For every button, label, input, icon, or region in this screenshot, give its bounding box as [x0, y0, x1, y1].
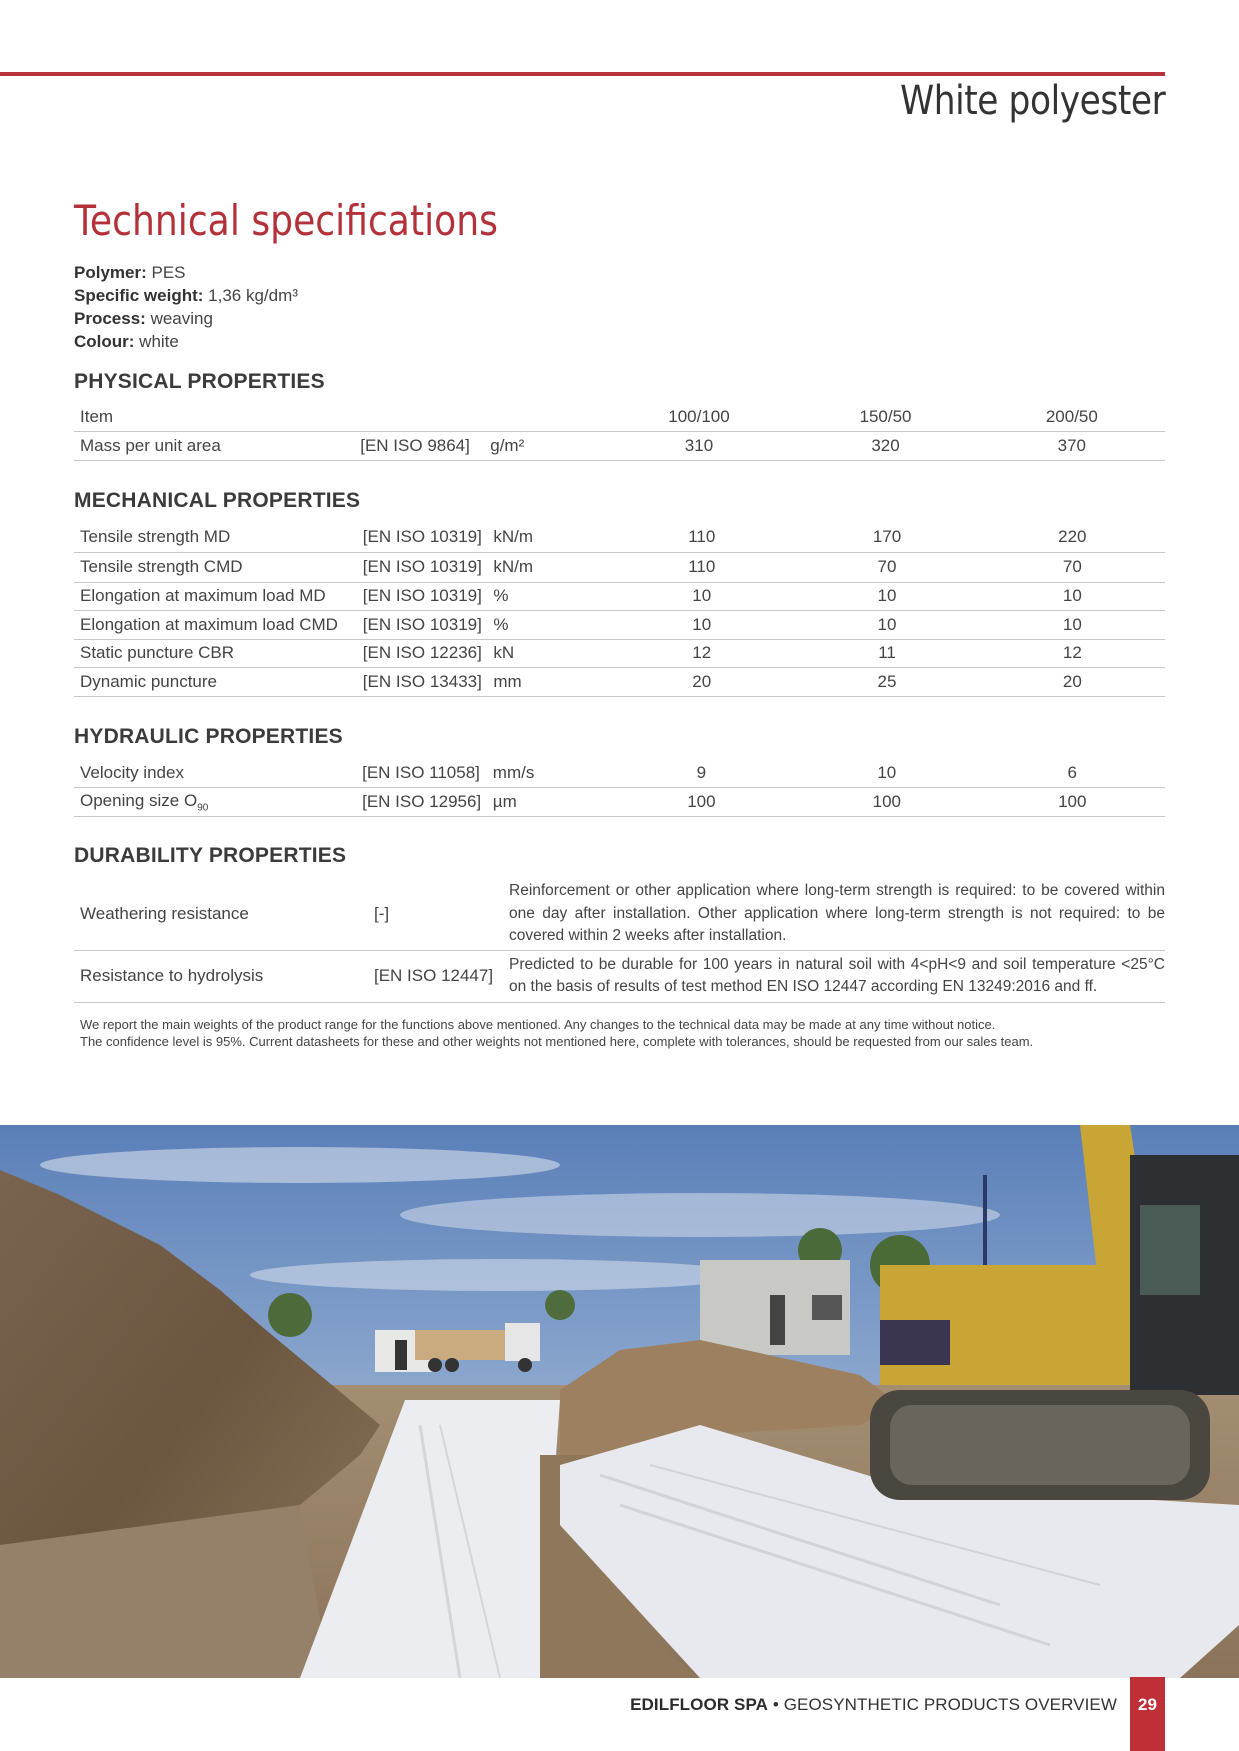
page-number: 29	[1130, 1677, 1165, 1751]
hydraulic-properties-heading: HYDRAULIC PROPERTIES	[74, 725, 343, 748]
hydraulic-properties-table	[74, 759, 1165, 817]
material-properties	[74, 261, 298, 353]
table-row: Weathering resistance [-] Reinforcement or other application where long-term strength is required: to be covered within one day after installation. Other application where long-term strength is not required: to be covered within 2 weeks after installation.	[74, 878, 1165, 950]
table-row: Resistance to hydrolysis [EN ISO 12447] Predicted to be durable for 100 years in natural soil with 4<pH<9 and soil temperature <25°C on the basis of results of test method EN ISO 12447 according EN 13249:2016 and ff.	[74, 950, 1165, 1002]
column-header-100-100: 100/100	[606, 403, 793, 432]
table-row: Elongation at maximum load CMD [EN ISO 10319] % 10 10 10	[74, 611, 1165, 640]
table-row: Velocity index [EN ISO 11058] mm/s 9 10 6	[74, 759, 1165, 788]
physical-properties-table	[74, 403, 1165, 461]
table-row: Tensile strength CMD [EN ISO 10319] kN/m 110 70 70	[74, 552, 1165, 582]
property-specific-weight: Specific weight: 1,36 kg/dm³	[74, 286, 298, 305]
physical-properties-heading: PHYSICAL PROPERTIES	[74, 370, 325, 393]
column-header-200-50: 200/50	[979, 403, 1165, 432]
table-row: Elongation at maximum load MD [EN ISO 10319] % 10 10 10	[74, 582, 1165, 611]
mechanical-properties-heading: MECHANICAL PROPERTIES	[74, 489, 361, 512]
company-name: EDILFLOOR SPA	[630, 1695, 769, 1714]
property-polymer: Polymer: PES	[74, 263, 186, 282]
product-title: White polyester	[899, 78, 1165, 124]
footer-text: EDILFLOOR SPA • GEOSYNTHETIC PRODUCTS OVERVIEW	[630, 1695, 1117, 1714]
durability-properties-heading: DURABILITY PROPERTIES	[74, 844, 347, 867]
section-title: Technical specifications	[74, 196, 498, 245]
table-row: Static puncture CBR [EN ISO 12236] kN 12 11 12	[74, 639, 1165, 668]
table-row: Mass per unit area [EN ISO 9864] g/m² 310 320 370	[74, 432, 1165, 461]
mechanical-properties-table	[74, 522, 1165, 697]
table-row: Opening size $O_{90}$ [EN ISO 12956] µm 100 100 100	[74, 788, 1165, 817]
table-row: Dynamic puncture [EN ISO 13433] mm 20 25 20	[74, 668, 1165, 697]
property-process: Process: weaving	[74, 309, 213, 328]
property-colour: Colour: white	[74, 332, 179, 351]
column-header-item: Item	[74, 403, 360, 432]
table-header-row	[74, 403, 1165, 432]
table-row: Tensile strength MD [EN ISO 10319] kN/m 110 170 220	[74, 522, 1165, 552]
construction-site-photo	[0, 1125, 1239, 1678]
footnote: We report the main weights of the product range for the functions above mentioned. Any changes to the technical data may be made at any time without notice. The confidence level is 95%. Current datasheets for these and other weights not mentioned here, complete with tolerances, should be requested from our sales team.	[80, 1017, 1034, 1049]
header-rule	[0, 72, 1165, 76]
publication-name: GEOSYNTHETIC PRODUCTS OVERVIEW	[783, 1695, 1117, 1714]
durability-properties-table	[74, 878, 1165, 1003]
column-header-150-50: 150/50	[792, 403, 978, 432]
